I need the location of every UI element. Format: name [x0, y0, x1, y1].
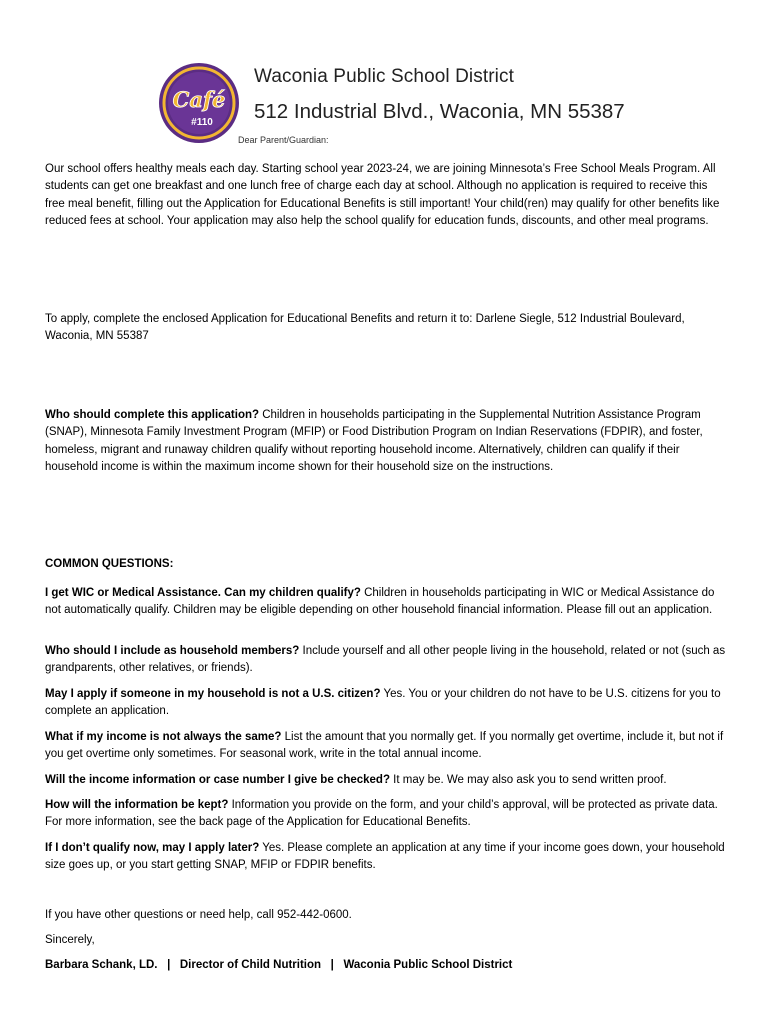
who-paragraph: [45, 407, 729, 477]
faq-item: [45, 686, 729, 721]
faq-question: If I don’t qualify now, may I apply later?: [45, 842, 260, 854]
faq-answer: Include yourself and all other people living in the household, related or not (such as grandparents, other relatives, or friends).: [45, 645, 726, 675]
faq-item: [45, 797, 729, 832]
intro-paragraph: Our school offers healthy meals each day. Starting school year 2023-24, we are joining Minnesota’s Free School Meals Program. All students can get one breakfast and one lunch free of charge each day at school. Although no application is required to receive this free meal benefit, filling out the Application for Educational Benefits is still important! Your child(ren) may qualify for other benefits like reduced fees at school. Your application may also help the school qualify for education funds, discounts, and other meal programs.: [45, 163, 720, 228]
faq-item: [45, 729, 729, 764]
letterhead: [158, 62, 625, 152]
logo-number: #110: [191, 117, 213, 128]
faq-item: [45, 643, 729, 678]
sincerely: Sincerely,: [45, 934, 95, 946]
salutation: Dear Parent/Guardian:: [238, 135, 329, 145]
logo-text: Café: [172, 87, 226, 112]
signature-line: Barbara Schank, LD. | Director of Child Nutrition | Waconia Public School District: [45, 959, 513, 971]
district-address: 512 Industrial Blvd., Waconia, MN 55387: [254, 100, 625, 123]
faq-question: How will the information be kept?: [45, 799, 229, 811]
faq-question: What if my income is not always the same?: [45, 731, 282, 743]
faq-answer: Yes. You or your children do not have to be U.S. citizens for you to complete an application.: [45, 688, 721, 718]
faq-item: [45, 840, 729, 875]
faq-question: I get WIC or Medical Assistance. Can my children qualify?: [45, 587, 361, 599]
common-questions-heading: COMMON QUESTIONS:: [45, 558, 174, 570]
help-line: If you have other questions or need help, call 952-442-0600.: [45, 909, 352, 921]
faq-answer: List the amount that you normally get. If you normally get overtime, include it, but not if you get overtime only sometimes. For seasonal work, write in the total annual income.: [45, 731, 724, 761]
who-answer: Children in households participating in the Supplemental Nutrition Assistance Program (SNAP), Minnesota Family Investment Program (MFIP) or Food Distribution Program on Indian Reservations (FDPIR), and foster, homeless, migrant and runaway children qualify without reporting household income. Alternatively, children can qualify if their household income is within the maximum income shown for their household size on the instructions.: [45, 409, 703, 474]
faq-answer: Yes. Please complete an application at any time if your income goes down, your household size goes up, or you start getting SNAP, MFIP or FDPIR benefits.: [45, 842, 725, 872]
faq-question: Who should I include as household members?: [45, 645, 300, 657]
faq-question: May I apply if someone in my household is not a U.S. citizen?: [45, 688, 381, 700]
faq-item: [45, 585, 729, 620]
faq-item: [45, 772, 729, 789]
district-name: Waconia Public School District: [254, 66, 514, 87]
cafe-logo: [158, 62, 240, 144]
faq-answer: Information you provide on the form, and your child’s approval, will be protected as private data. For more information, see the back page of the Application for Educational Benefits.: [45, 799, 718, 829]
faq-question: Will the income information or case number I give be checked?: [45, 774, 390, 786]
faq-answer: Children in households participating in WIC or Medical Assistance do not automatically qualify. Children may be eligible depending on other household financial information. Please fill out an application.: [45, 587, 715, 617]
apply-paragraph: To apply, complete the enclosed Application for Educational Benefits and return it to: Darlene Siegle, 512 Industrial Boulevard, Waconia, MN 55387: [45, 313, 685, 343]
who-question: Who should complete this application?: [45, 409, 260, 421]
faq-answer: It may be. We may also ask you to send written proof.: [389, 774, 667, 786]
